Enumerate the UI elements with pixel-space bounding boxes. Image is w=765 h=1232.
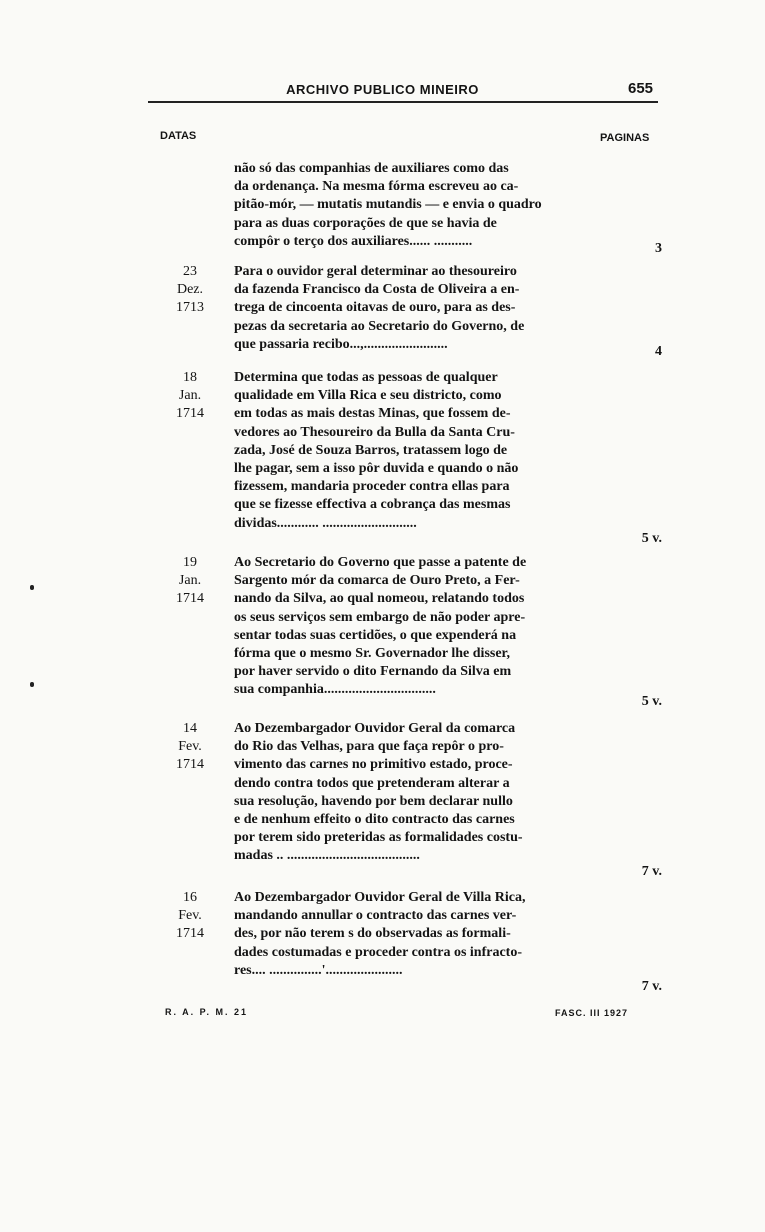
text-line: fizessem, mandaria proceder contra ellas para: [234, 479, 510, 495]
text-line: para as duas corporações de que se havia de: [234, 215, 497, 231]
page-reference: 7 v.: [641, 979, 662, 994]
text-line: Ao Secretario do Governo que passe a patente de: [234, 555, 527, 570]
text-line: vedores ao Thesoureiro da Bulla da Santa Cru-: [234, 424, 515, 440]
column-label-dates: DATAS: [160, 130, 197, 142]
entry-date: [168, 369, 212, 423]
page-reference: 4: [655, 344, 662, 359]
date-day: 19: [183, 555, 197, 570]
text-line: por haver servido o dito Fernando da Silva em: [234, 664, 512, 680]
page-number: 655: [628, 80, 654, 97]
header-rule: [148, 101, 658, 103]
date-day: 14: [183, 721, 197, 736]
text-line: qualidade em Villa Rica e seu districto, como: [234, 388, 502, 404]
entry-text: [234, 263, 586, 354]
column-label-pages: PAGINAS: [600, 132, 650, 144]
text-line: pezas da secretaria ao Secretario do Governo, de: [234, 318, 525, 334]
date-month: Fev.: [178, 739, 202, 754]
date-month: Dez.: [176, 282, 204, 297]
text-line: Ao Dezembargador Ouvidor Geral de Villa Rica,: [234, 890, 526, 905]
date-year: 1713: [176, 300, 204, 315]
text-line: sua companhia................................: [234, 682, 436, 698]
text-line: madas .. ......................................: [234, 848, 420, 864]
date-year: 1714: [176, 591, 204, 606]
margin-mark: [30, 682, 34, 687]
entry-text: [234, 160, 586, 251]
text-line: Para o ouvidor geral determinar ao thesoureiro: [234, 264, 517, 279]
text-line: não só das companhias de auxiliares como das: [234, 161, 509, 176]
text-line: nando da Silva, ao qual nomeou, relatando todos: [234, 591, 525, 607]
entry-date: [168, 889, 212, 943]
running-header-title: ARCHIVO PUBLICO MINEIRO: [286, 82, 479, 97]
text-line: dades costumadas e proceder contra os infracto-: [234, 944, 523, 960]
date-year: 1714: [176, 406, 204, 421]
page-reference: 5 v.: [641, 531, 662, 546]
text-line: da fazenda Francisco da Costa de Oliveira a en-: [234, 282, 520, 298]
page-reference: 7 v.: [641, 864, 662, 879]
entry-text: [234, 720, 586, 866]
text-line: do Rio das Velhas, para que faça repôr o pro-: [234, 739, 504, 755]
text-line: des, por não terem s do observadas as formali-: [234, 926, 511, 942]
date-day: 16: [183, 890, 197, 905]
text-line: Determina que todas as pessoas de qualquer: [234, 370, 498, 385]
page-reference: 3: [655, 241, 662, 256]
entry-text: [234, 554, 586, 700]
date-day: 23: [183, 264, 197, 279]
page-reference: 5 v.: [641, 694, 662, 709]
text-line: fórma que o mesmo Sr. Governador lhe disser,: [234, 646, 510, 662]
entry-text: [234, 369, 586, 533]
date-month: Jan.: [178, 573, 202, 588]
text-line: os seus serviços sem embargo de não poder apre-: [234, 609, 526, 625]
text-line: trega de cincoenta oitavas de ouro, para as des-: [234, 300, 516, 316]
text-line: zada, José de Souza Barros, tratassem logo de: [234, 442, 508, 458]
entry-date: [168, 720, 212, 774]
text-line: que se fizesse effectiva a cobrança das mesmas: [234, 497, 511, 513]
footer-signature-left: R. A. P. M. 21: [165, 1007, 249, 1017]
text-line: pitão-mór, — mutatis mutandis — e envia o quadro: [234, 197, 542, 213]
text-line: por terem sido preteridas as formalidades costu-: [234, 830, 523, 846]
text-line: sentar todas suas certidões, o que expenderá na: [234, 627, 517, 643]
date-month: Fev.: [178, 908, 202, 923]
text-line: mandando annullar o contracto das carnes ver-: [234, 908, 517, 924]
text-line: em todas as mais destas Minas, que fossem de-: [234, 406, 511, 422]
margin-mark: [30, 585, 34, 590]
text-line: res.... ...............'......................: [234, 962, 403, 978]
date-month: Jan.: [178, 388, 202, 403]
footer-signature-right: FASC. III 1927: [555, 1008, 629, 1018]
text-line: sua resolução, havendo por bem declarar nullo: [234, 793, 513, 809]
text-line: dendo contra todos que pretenderam alterar a: [234, 775, 510, 791]
entry-date: [168, 554, 212, 608]
date-year: 1714: [176, 926, 204, 941]
text-line: compôr o terço dos auxiliares...... ...........: [234, 233, 473, 249]
text-line: Sargento mór da comarca de Ouro Preto, a Fer-: [234, 573, 520, 589]
entry-text: [234, 889, 586, 980]
text-line: da ordenança. Na mesma fórma escreveu ao ca-: [234, 179, 519, 195]
date-day: 18: [183, 370, 197, 385]
text-line: que passaria recibo...,........................: [234, 336, 448, 352]
text-line: Ao Dezembargador Ouvidor Geral da comarca: [234, 721, 516, 736]
entry-date: [168, 263, 212, 317]
text-line: vimento das carnes no primitivo estado, proce-: [234, 757, 513, 773]
text-line: e de nenhum effeito o dito contracto das carnes: [234, 812, 515, 828]
text-line: lhe pagar, sem a isso pôr duvida e quando o não: [234, 461, 519, 477]
text-line: dividas............ ...........................: [234, 515, 417, 531]
date-year: 1714: [176, 757, 204, 772]
